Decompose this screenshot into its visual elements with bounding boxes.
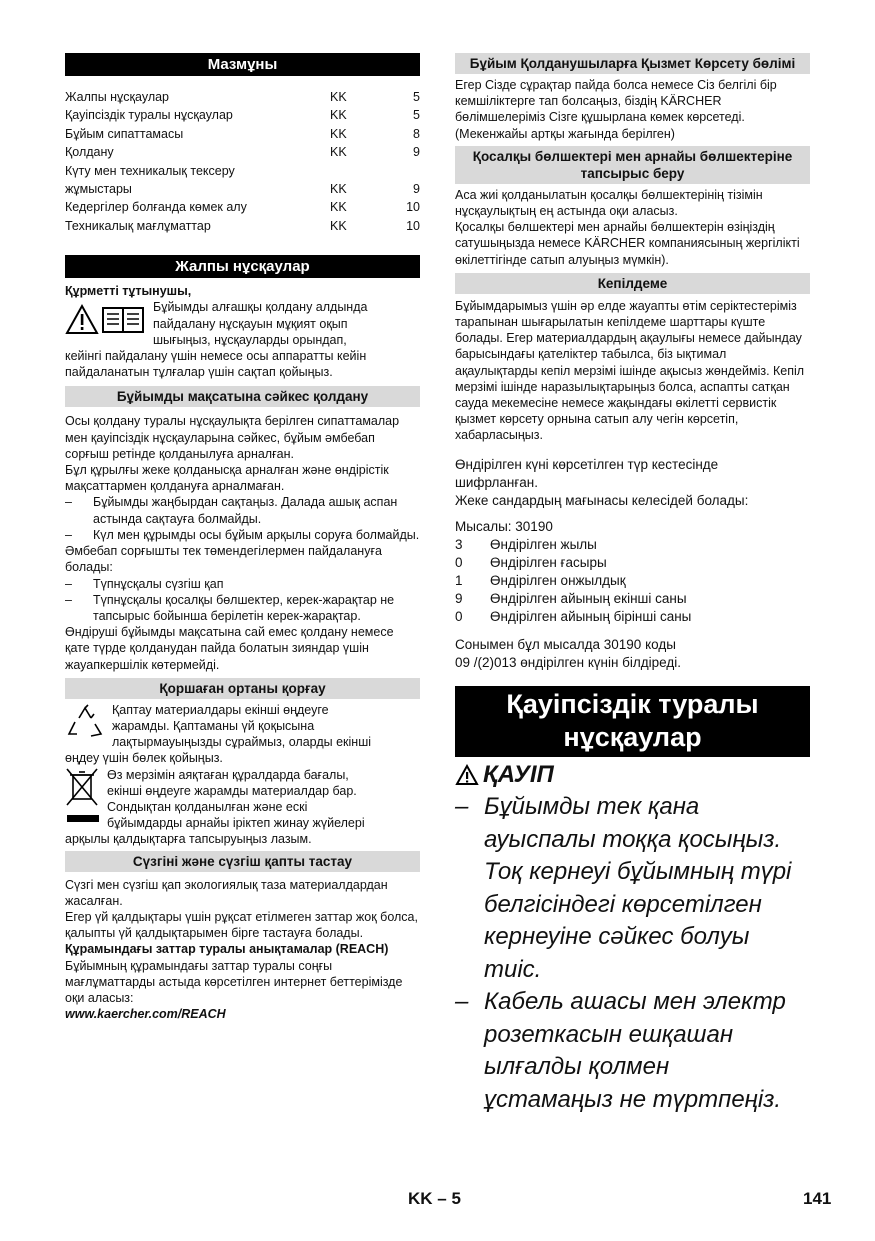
weee-block: Өз мерзімін аяқтаған құралдарда бағалы, екінші өңдеуге жарамды материалдар бар. Сондықтан қолданылған және ескі бұйымдарды арнайы іріктеп жинау жүйелері xyxy=(65,767,420,832)
recycle-icon xyxy=(65,702,107,742)
warranty-title: Кепілдеме xyxy=(455,273,810,294)
production-date-info: Өндірілген күні көрсетілген түр кестесінде шифрланған. Жеке сандардың мағынасы келесідей болады: Мысалы: 30190 3 Өндірілген жылы 0 Өндірілген ғасыры 1 Өндірілген онжылдық 9 Өндірілген айының екінші саны 0 Өндірілген айының бірінші саны Сонымен бұл мысалда 30190 коды 09 /(2)013 өндірілген күнін білдіреді. xyxy=(455,456,810,672)
safety-title: Қауіпсіздік туралы нұсқаулар xyxy=(455,686,810,757)
danger-item: – Бұйымды тек қана ауыспалы тоққа қосыңыз. Тоқ кернеуі бұйымның түрі белгісіндегі көрсетілген кернеуіне сәйкес болуы тиіс. xyxy=(455,793,792,983)
code-row: 0 Өндірілген ғасыры xyxy=(455,554,607,570)
intended-title: Бұйымды мақсатына сәйкес қолдану xyxy=(65,386,420,407)
page-number: 141 xyxy=(803,1189,832,1208)
code-row: 0 Өндірілген айының бірінші саны xyxy=(455,608,692,624)
table-of-contents xyxy=(65,88,420,235)
read-manual-block: Бұйымды алғашқы қолдану алдында пайдалану нұсқауын мұқият оқып шығыңыз, нұсқауларды орындап, xyxy=(65,299,420,348)
left-column: Мазмұны Жалпы нұсқаулар KK 5 Қауіпсіздік туралы нұсқаулар KK 5 Бұйым сипаттамасы KK 8 Қолдану KK 9 Күту мен техникалық тексеру жұмыстары KK 9 Кедергілер болғанда көмек алу KK 10 Техникалық мағлұматтар KK 10 Жалпы нұсқаулар Құрметті тұтынушы, Бұйымды алғашқы қолдану алдында пайдалану нұсқауын мұқият оқып шығыңыз, нұсқауларды орындап, кейінгі пайдалану үшін немесе осы аппаратты кейін пайдаланатын тұлғалар үшін сақтап қойыңыз. Бұйымды мақсатына сәйкес қолдану Осы қолдану туралы нұсқаулықта берілген сипаттамалар мен қауіпсіздік нұсқауларына сәйкес, бұйым әмбебап сорғыш ретінде қолданылуға арналған. Бұл құрылғы жеке қолданысқа арналған және өндірістік мақсаттармен қолдануға арналмаған. – Бұйымды жаңбырдан сақтаңыз. Далада ашық аспан астында сақтауға болмайды. – Күл мен құрымды осы бұйым арқылы соруға болмайды. Әмбебап сорғышты тек төмендегілермен пайдалануға болады: – Түпнұсқалы сүзгіш қап – Түпнұсқалы қосалқы бөлшектер, керек-жарақтар не тапсырыс бойынша берілетін керек-жарақтар. Өндіруші бұйымды мақсатына сай емес қолдану немесе қате түрде қолданудан пайда болатын зияндар үшін жауапкершілік көтермейді. Қоршаған ортаны қорғау Қаптау материалдары екінші өңдеуге жарамды. Қаптаманы үй қоқысына лақтырмауыңызды сұраймыз, оларды екінші өңдеу үшін бөлек қойыңыз. Өз мерзімін аяқтаған құралдарда бағалы, екінші өңдеуге жарамды материалдар бар. Сондықтан қолданылған және ескі бұйымдарды арнайы іріктеп жинау жүйелері арқылы қалдықтарға тапсыруыңыз лазым. Сүзгіні және сүзгіш қапты тастау Сүзгі мен сүзгіш қап экологиялық таза материалдардан жасалған. Егер үй қалдықтары үшін рұқсат етілмеген заттар жоқ болса, қалыпты үй қалдықтарымен бірге тастауға болады. Құрамындағы заттар туралы анықтамалар (REACH) Бұйымның құрамындағы заттар туралы соңғы мағлұматтарды астыда көрсетілген интернет беттерімізде оқи аласыз: www.kaercher.com/REACH xyxy=(65,53,420,1022)
danger-label: ҚАУІП xyxy=(483,760,554,788)
toc-row[interactable]: Бұйым сипаттамасы KK 8 xyxy=(65,126,420,141)
right-column: Бұйым Қолданушыларға Қызмет Көрсету бөлімі Егер Сізде сұрақтар пайда болса немесе Сіз белгілі бір кемшіліктерге тап болсаңыз, біздің KÄRCHER бөлімшелеріміз Сізге құшырлана көмек көрсетеді. (Мекенжайы артқы жағында берілген) Қосалқы бөлшектері мен арнайы бөлшектеріне тапсырыс беру Аса жиі қолданылатын қосалқы бөлшектерінің тізімін нұсқаулықтың ең астында оқи аласыз. Қосалқы бөлшектері мен арнайы бөлшектерін өзіңіздің сатушыңызда немесе KÄRCHER компаниясының жергілікті өкілеттігінде сатып алуыңыз мүмкін). Кепілдеме Бұйымдарымыз үшін әр елде жауапты өтім серіктестеріміз тарапынан шығарылатын кепілдеме шарттары күште болады. Егер материалдардың ақаулығы немесе дайындау барысындағы қателіктер табылса, біз ықтимал ақаулықтарды кепіл мерзімі ішінде ақысыз жөндейміз. Кепіл мерзімі ішінде наразылықтарыңыз болса, аспапты сатқан сауда мекемесіне немесе жақындағы өкілетті сервистік қызмет көрсету орнына сатып алу чегін көрсетіп, хабарласыңыз. Өндірілген күні көрсетілген түр кестесінде шифрланған. Жеке сандардың мағынасы келесідей болады: Мысалы: 30190 3 Өндірілген жылы 0 Өндірілген ғасыры 1 Өндірілген онжылдық 9 Өндірілген айының екінші саны 0 Өндірілген айының бірінші саны Сонымен бұл мысалда 30190 коды 09 /(2)013 өндірілген күнін білдіреді. Қауіпсіздік туралы нұсқаулар ҚАУІП – Бұйымды тек қана ауыспалы тоққа қосыңыз. Тоқ кернеуі бұйымның түрі белгісіндегі көрсетілген кернеуіне сәйкес болуы тиіс. – Кабель ашасы мен электр розеткасын ешқашан ылғалды қолмен ұстамаңыз не түртпеңіз. xyxy=(455,53,810,1116)
filter-disposal-title: Сүзгіні және сүзгіш қапты тастау xyxy=(65,851,420,872)
warning-manual-icon xyxy=(65,303,149,335)
list-item: – Бұйымды жаңбырдан сақтаңыз. Далада ашық аспан астында сақтауға болмайды. xyxy=(65,495,398,526)
spare-parts-title: Қосалқы бөлшектері мен арнайы бөлшектеріне тапсырыс беру xyxy=(455,146,810,184)
list-item: – Түпнұсқалы сүзгіш қап xyxy=(65,576,224,591)
danger-block xyxy=(455,759,810,1117)
list-item: – Күл мен құрымды осы бұйым арқылы соруға болмайды. xyxy=(65,527,420,542)
recycle-block: Қаптау материалдары екінші өңдеуге жарамды. Қаптаманы үй қоқысына лақтырмауыңызды сұраймыз, оларды екінші xyxy=(65,702,420,751)
service-title: Бұйым Қолданушыларға Қызмет Көрсету бөлімі xyxy=(455,53,810,74)
list-item: – Түпнұсқалы қосалқы бөлшектер, керек-жарақтар не тапсырыс бойынша берілетін керек-жарақтар. xyxy=(65,592,395,623)
environment-title: Қоршаған ортаны қорғау xyxy=(65,678,420,699)
toc-row[interactable]: Қолдану KK 9 xyxy=(65,145,420,160)
toc-title: Мазмұны xyxy=(65,53,420,76)
code-row: 1 Өндірілген онжылдық xyxy=(455,572,626,588)
warning-triangle-icon xyxy=(455,764,479,786)
crossed-bin-icon xyxy=(65,767,101,827)
toc-row[interactable]: Жалпы нұсқаулар KK 5 xyxy=(65,90,420,104)
toc-row[interactable]: Кедергілер болғанда көмек алу KK 10 xyxy=(65,200,420,215)
general-rest: кейінгі пайдалану үшін немесе осы аппаратты кейін пайдаланатын тұлғалар үшін сақтап қойыңыз. xyxy=(65,349,367,380)
footer-section: KK – 5 xyxy=(408,1189,461,1208)
toc-row[interactable]: Күту мен техникалық тексеру xyxy=(65,163,235,178)
toc-row[interactable]: жұмыстары KK 9 xyxy=(65,182,420,197)
toc-row[interactable]: Қауіпсіздік туралы нұсқаулар KK 5 xyxy=(65,108,420,123)
greeting: Құрметті тұтынушы, xyxy=(65,284,192,299)
toc-row[interactable]: Техникалық мағлұматтар KK 10 xyxy=(65,218,420,233)
danger-item: – Кабель ашасы мен электр розеткасын ешқашан ылғалды қолмен ұстамаңыз не түртпеңіз. xyxy=(455,988,786,1113)
general-title: Жалпы нұсқаулар xyxy=(65,255,420,278)
code-row: 3 Өндірілген жылы xyxy=(455,536,597,552)
code-row: 9 Өндірілген айының екінші саны xyxy=(455,590,687,606)
reach-link[interactable]: www.kaercher.com/REACH xyxy=(65,1007,226,1022)
